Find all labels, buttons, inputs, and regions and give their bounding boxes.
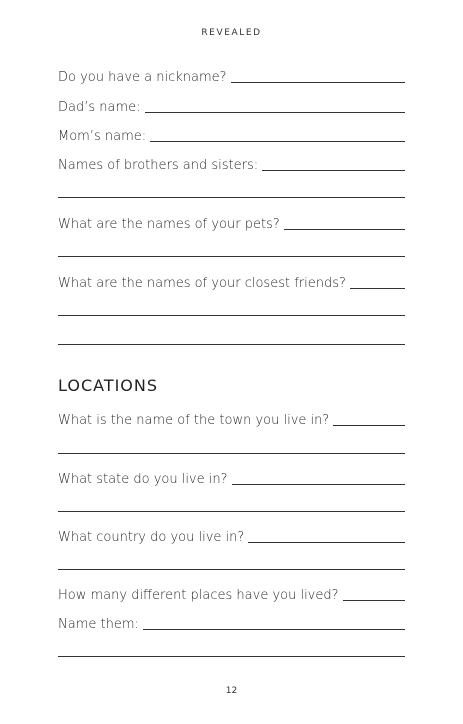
locations-heading: LOCATIONS [58,376,159,395]
places-answer-line[interactable] [343,599,405,601]
nickname-question: Do you have a nickname? [58,70,227,85]
friends-extra-line-2[interactable] [58,344,405,345]
town-answer-line[interactable] [333,424,405,426]
state-question: What state do you live in? [58,472,228,487]
siblings-extra-line[interactable] [58,197,405,198]
friends-row [58,272,405,292]
nickname-row [58,66,405,86]
mom-name-row [58,125,405,145]
dad-name-answer-line[interactable] [145,111,405,113]
country-extra-line[interactable] [58,569,405,570]
pets-extra-line[interactable] [58,256,405,257]
town-question: What is the name of the town you live in? [58,413,330,428]
country-row [58,526,405,546]
country-answer-line[interactable] [248,541,405,543]
siblings-question: Names of brothers and sisters: [58,158,259,173]
page-number: 12 [225,686,238,696]
town-extra-line[interactable] [58,453,405,454]
pets-answer-line[interactable] [284,228,405,230]
places-question: How many different places have you lived? [58,588,339,603]
name-them-question: Name them: [58,617,139,632]
places-row [58,584,405,604]
running-header: REVEALED [201,28,262,38]
pets-row [58,213,405,233]
mom-name-answer-line[interactable] [150,140,405,142]
friends-question: What are the names of your closest friends? [58,276,346,291]
friends-extra-line-1[interactable] [58,315,405,316]
dad-name-question: Dad’s name: [58,100,141,115]
town-row [58,409,405,429]
name-them-row [58,613,405,633]
siblings-answer-line[interactable] [262,169,405,171]
country-question: What country do you live in? [58,530,245,545]
pets-question: What are the names of your pets? [58,217,280,232]
friends-answer-line[interactable] [350,287,405,289]
dad-name-row [58,96,405,116]
name-them-extra-line[interactable] [58,656,405,657]
mom-name-question: Mom’s name: [58,129,147,144]
siblings-row [58,154,405,174]
state-row [58,468,405,488]
name-them-answer-line[interactable] [143,628,405,630]
state-extra-line[interactable] [58,511,405,512]
nickname-answer-line[interactable] [231,81,405,83]
state-answer-line[interactable] [232,483,405,485]
